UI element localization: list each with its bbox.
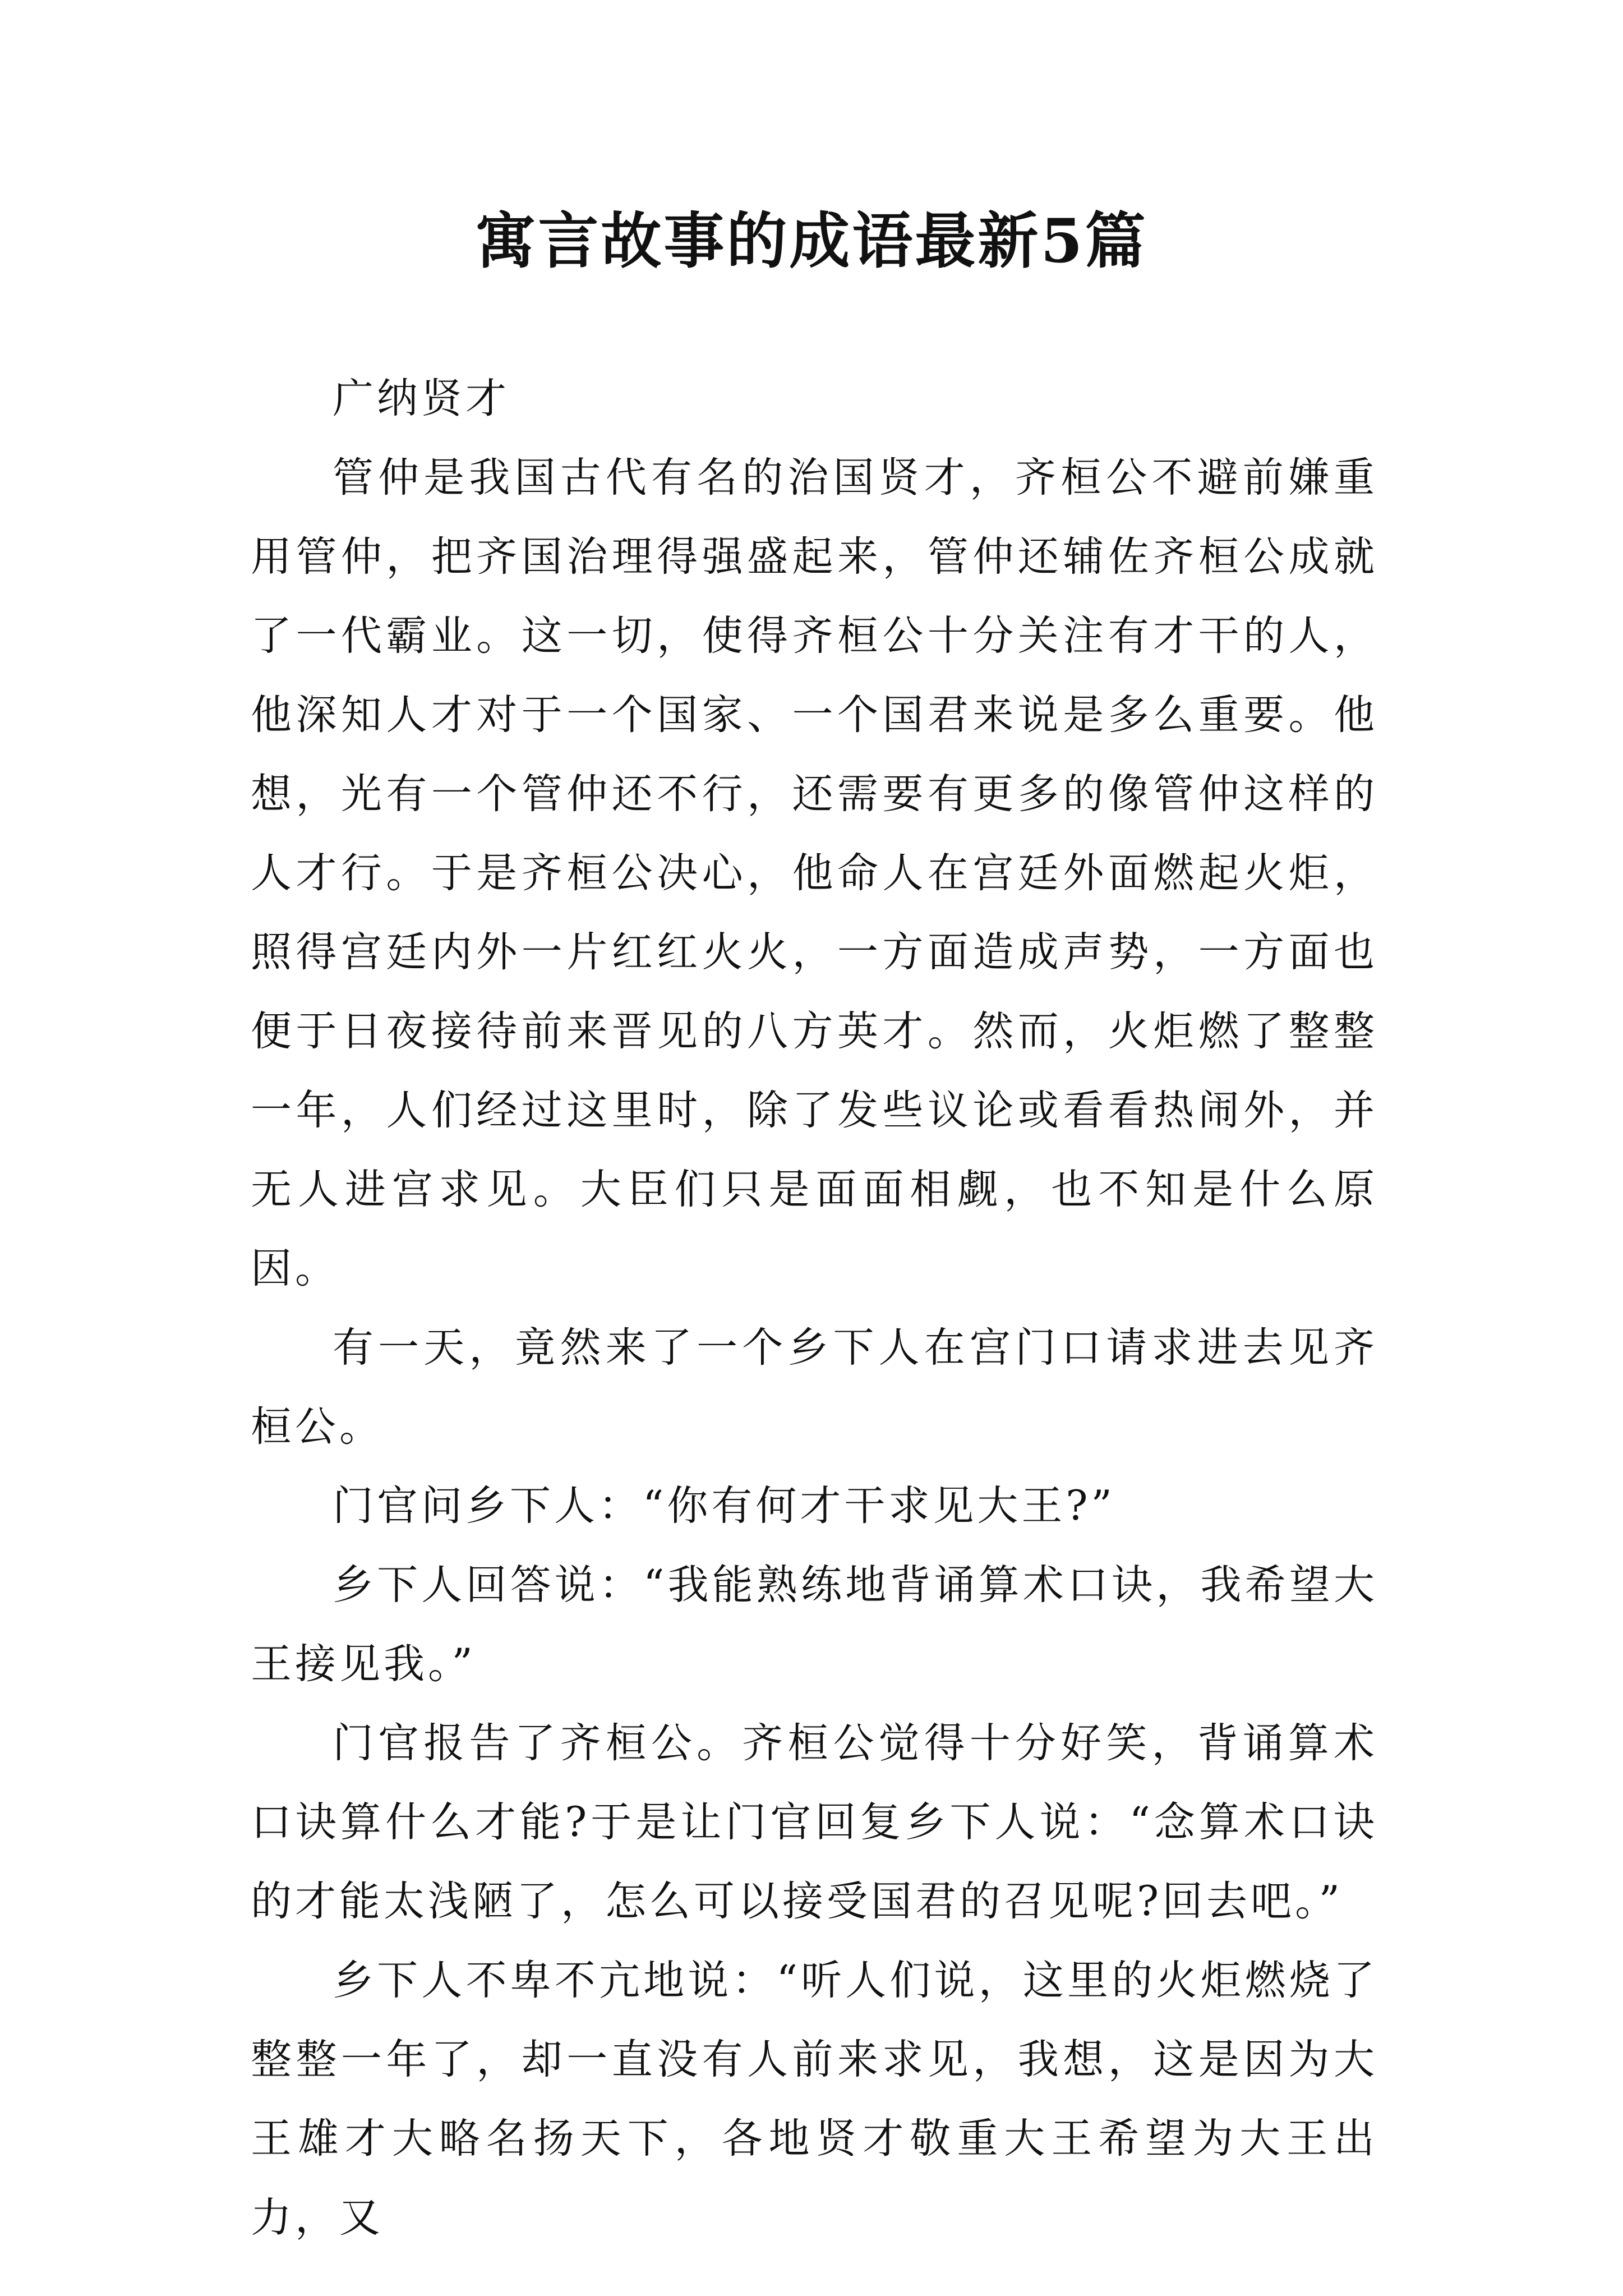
section-heading: 广纳贤才 xyxy=(333,375,510,422)
paragraph: 门官报告了齐桓公。齐桓公觉得十分好笑，背诵算术口诀算什么才能?于是让门官回复乡下人说：“念算术口诀的才能太浅陋了，怎么可以接受国君的召见呢?回去吧。” xyxy=(251,1719,1378,1925)
paragraph: 管仲是我国古代有名的治国贤才，齐桓公不避前嫌重用管仲，把齐国治理得强盛起来，管仲还辅佐齐桓公成就了一代霸业。这一切，使得齐桓公十分关注有才干的人，他深知人才对于一个国家、一个国君来说是多么重要。他想，光有一个管仲还不行，还需要有更多的像管仲这样的人才行。于是齐桓公决心，他命人在宫廷外面燃起火炬，照得宫廷内外一片红红火火，一方面造成声势，一方面也便于日夜接待前来晋见的八方英才。然而，火炬燃了整整一年，人们经过这里时，除了发些议论或看看热闹外，并无人进宫求见。大臣们只是面面相觑，也不知是什么原因。 xyxy=(251,454,1378,1292)
paragraph: 有一天，竟然来了一个乡下人在宫门口请求进去见齐桓公。 xyxy=(251,1324,1378,1451)
document-body xyxy=(251,359,1378,2257)
document-title: 寓言故事的成语最新5篇 xyxy=(475,206,1148,277)
paragraph: 乡下人回答说：“我能熟练地背诵算术口诀，我希望大王接见我。” xyxy=(251,1561,1378,1688)
paragraph: 乡下人不卑不亢地说：“听人们说，这里的火炬燃烧了整整一年了，却一直没有人前来求见，我想，这是因为大王雄才大略名扬天下，各地贤才敬重大王希望为大王出力，又 xyxy=(251,1957,1378,2242)
paragraph: 门官问乡下人：“你有何才干求见大王?” xyxy=(333,1482,1115,1530)
